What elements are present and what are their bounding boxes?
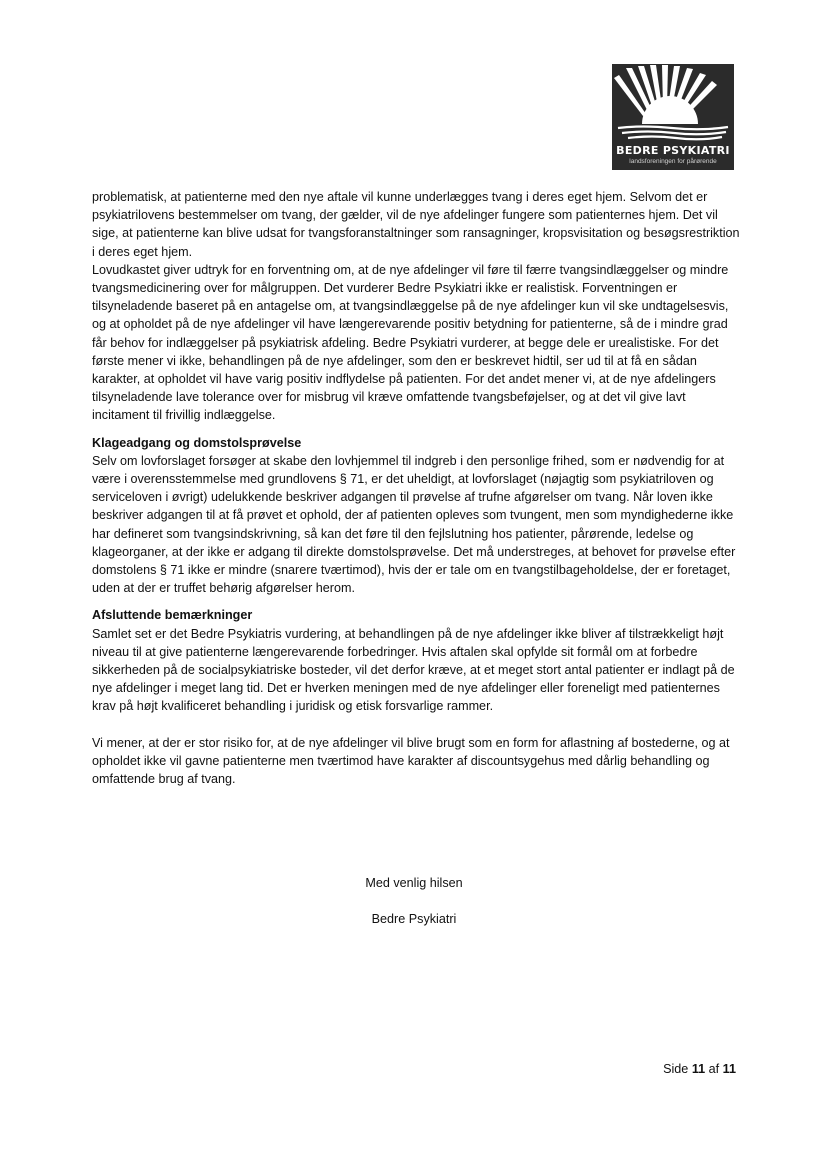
page-number (640, 1060, 736, 1078)
paragraph-risiko: Vi mener, at der er stor risiko for, at de nye afdelinger vil blive brugt som en form for aflastning af bostederne, og at opholdet ikke vil gavne patienterne men tværtimod have karakter af discountsygehus med dårlig behandling og omfattende brug af tvang. (92, 735, 730, 787)
paragraph-klageadgang: Selv om lovforslaget forsøger at skabe den lovhjemmel til indgreb i den personlige frihed, som er nødvendig for at være i overensstemmelse med grundlovens § 71, er det uheldigt, at lovforslaget (nøjagtig som psykiatriloven og serviceloven i øvrigt) udelukkende beskriver adgangen til prøvelse af trufne afgørelser om tvang. Når loven ikke beskriver adgangen til at få prøvet et ophold, der af patienten opleves som tvungent, men som myndighederne ikke har defineret som tvangsindskrivning, så kan det føre til den fejlslutning hos patienter, pårørende, ledelse og klageorganer, at der ikke er adgang til direkte domstolsprøvelse. Det må understreges, at behovet for prøvelse efter domstolens § 71 ikke er mindre (snarere tværtimod), hvis der er tale om en tvangstilbageholdelse, der er foretaget, uden at der er truffet behørig afgørelser herom. (92, 453, 736, 596)
logo-name: BEDRE PSYKIATRI (616, 144, 730, 157)
heading-klageadgang: Klageadgang og domstolsprøvelse (92, 435, 302, 450)
page-total: 11 (722, 1062, 736, 1076)
closing-greeting: Med venlig hilsen (365, 876, 463, 890)
page-current: 11 (691, 1062, 706, 1076)
letter-body (92, 188, 740, 788)
paragraph-lovudkast: Lovudkastet giver udtryk for en forventning om, at de nye afdelinger vil føre til færre tvangsindlæggelser og mindre tvangsmedicinering over for målgruppen. Det vurderer Bedre Psykiatri ikke er realistisk. Forventningen er tilsyneladende baseret på en antagelse om, at tvangsindlæggelse på de nye afdelinger kun vil ske undtagelsesvis, og at opholdet på de nye afdelinger vil have længerevarende positiv betydning for patienterne, så de i mindre grad får behov for indlæggelser på psykiatrisk afdeling. Bedre Psykiatri vurderer, at begge dele er urealistiske. For det første mener vi ikke, behandlingen på de nye afdelinger, som den er beskrevet hidtil, ser ud til at få en sådan karakter, at opholdet vil have varig positiv indflydelse på patienten. For det andet mener vi, at de nye afdelingers tilsyneladende lave tolerance over for misbrug vil kræve omfattende tvangsbeføjelser, og at det vil give lavt incitament til frivillig indlæggelse. (92, 262, 729, 423)
logo-tagline: landsforeningen for pårørende (629, 158, 717, 165)
closing-signature: Bedre Psykiatri (371, 912, 457, 926)
paragraph-afsluttende: Samlet set er det Bedre Psykiatris vurdering, at behandlingen på de nye afdelinger ikke bliver af tilstrækkeligt højt niveau til at give patienterne længerevarende forbedringer. Hvis aftalen skal opfylde sit formål om at forbedre sikkerheden på de socialpsykiatriske bosteder, vil det derfor kræve, at et meget stort antal patienter er indlagt på de nye afdelinger i meget lang tid. Det er hverken meningen med de nye afdelinger eller foreneligt med patienternes krav på højt kvalificeret behandling i juridisk og etisk forsvarlige rammer. (92, 626, 735, 714)
page-side-label: Side (663, 1062, 689, 1076)
page-of-label: af (708, 1062, 720, 1076)
bedre-psykiatri-logo (612, 64, 734, 170)
paragraph-tvang-i-hjem: problematisk, at patienterne med den nye aftale vil kunne underlægges tvang i deres eget hjem. Selvom det er psykiatrilovens bestemmelser om tvang, der gælder, vil de nye afdelinger fungere som patienternes hjem. Det vil sige, at patienterne kan blive udsat for tvangsforanstaltninger som ransagninger, kropsvisitation og besøgsrestriktion i deres eget hjem. (92, 190, 740, 259)
heading-afsluttende: Afsluttende bemærkninger (92, 608, 253, 623)
